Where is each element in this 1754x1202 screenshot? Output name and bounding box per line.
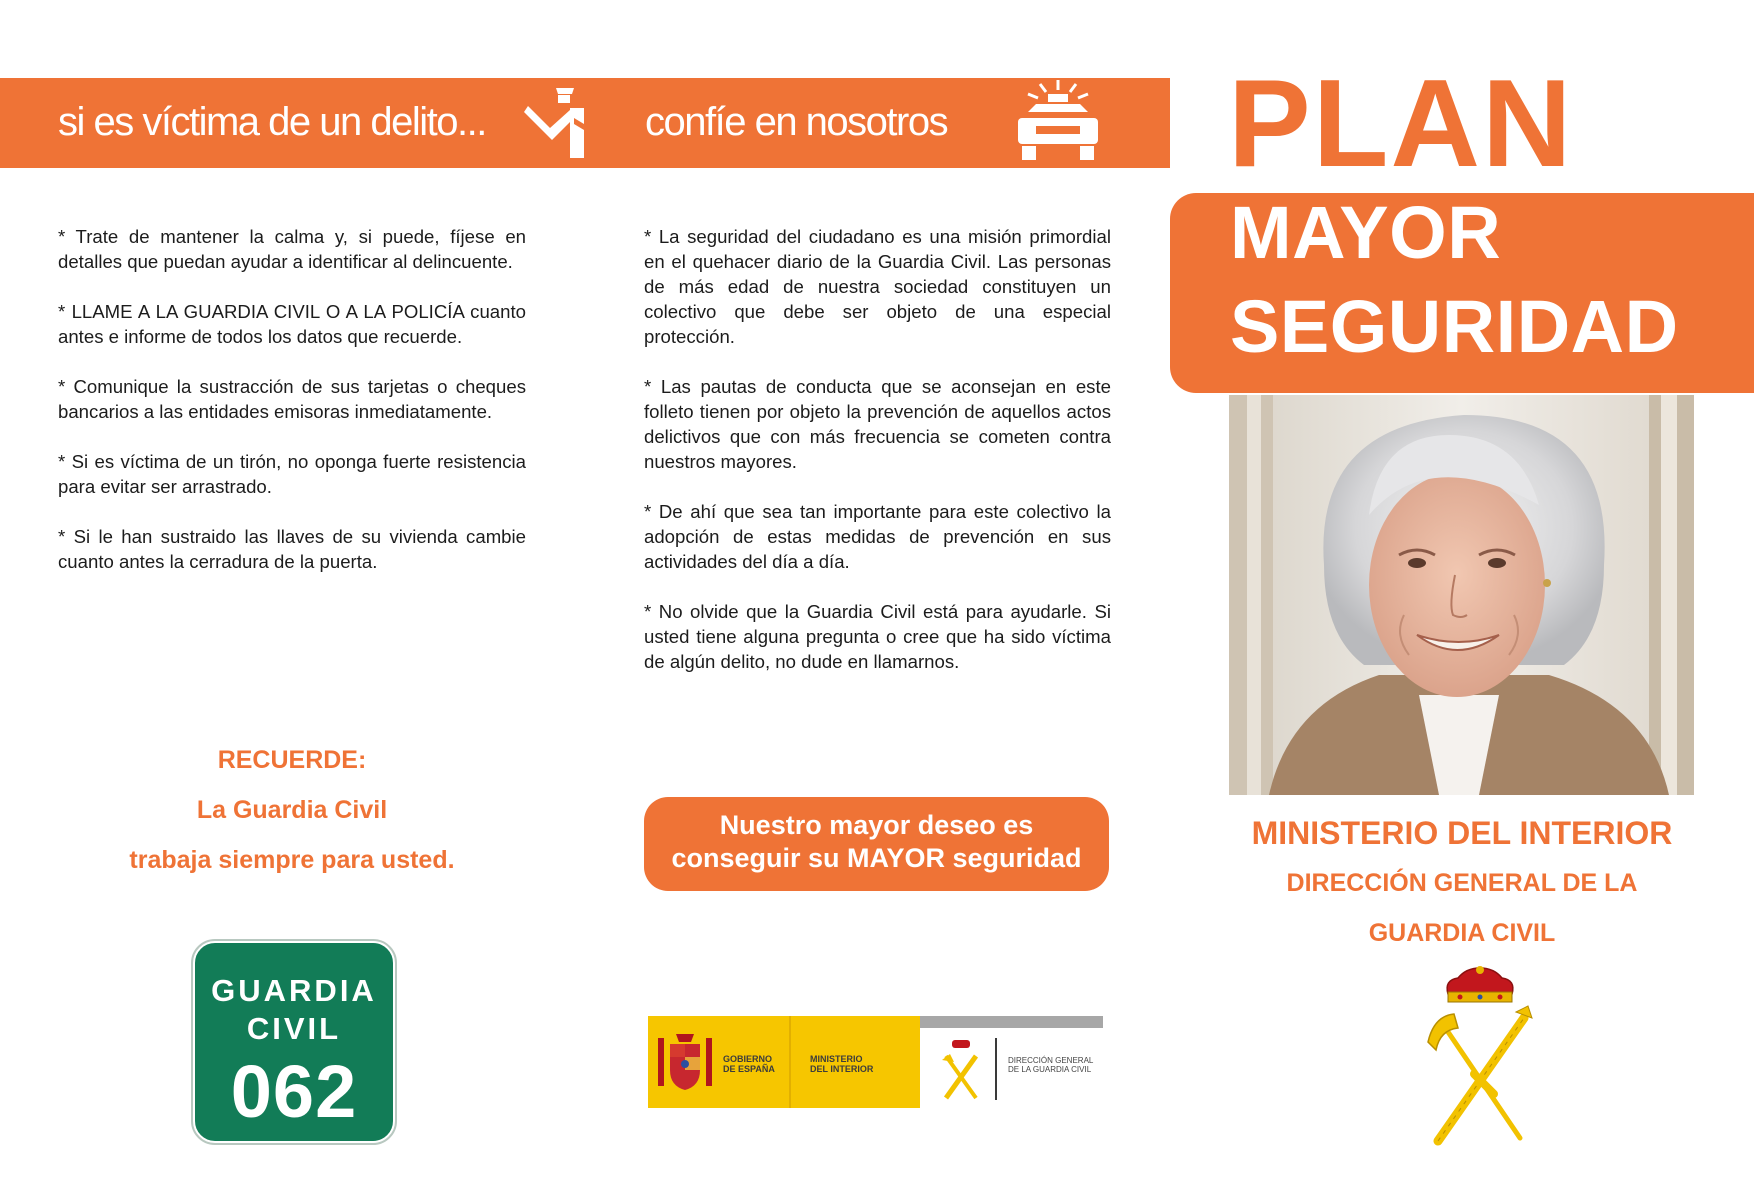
middle-paragraph: * De ahí que sea tan importante para este colectivo la adopción de estas medidas de prevención en sus actividades del día a día.	[644, 501, 1111, 572]
left-paragraph: * Trate de mantener la calma y, si puede, fíjese en detalles que puedan ayudar a identificar al delincuente.	[58, 226, 526, 272]
guardia-civil-phone-badge	[193, 941, 395, 1143]
title-line-seguridad: SEGURIDAD	[1230, 285, 1679, 368]
badge-line2: CIVIL	[246, 1011, 342, 1046]
guardia-civil-small-emblem-icon	[938, 1038, 984, 1109]
title-plan: PLAN	[1228, 55, 1574, 193]
left-paragraph: * Si es víctima de un tirón, no oponga fuerte resistencia para evitar ser arrastrado.	[58, 451, 526, 497]
logo-ministerio-text: MINISTERIO DEL INTERIOR	[810, 1054, 874, 1074]
ministry-line1: MINISTERIO DEL INTERIOR	[1251, 815, 1673, 851]
logo-divider-line	[995, 1038, 997, 1100]
left-paragraph: * Comunique la sustracción de sus tarjetas o cheques bancarios a las entidades emisoras inmediatamente.	[58, 376, 526, 422]
middle-paragraph: * La seguridad del ciudadano es una misión primordial en el quehacer diario de la Guardia Civil. Las personas de más edad de nuestra sociedad constituyen un colectivo que debe ser objeto de una especial protección.	[644, 226, 1111, 347]
left-column	[58, 224, 526, 599]
middle-paragraph: * Las pautas de conducta que se aconsejan en este folleto tienen por objeto la prevención de aquellos actos delictivos que con más frecuencia se cometen contra nuestros mayores.	[644, 376, 1111, 472]
reminder-block	[58, 742, 526, 892]
middle-column	[644, 224, 1111, 699]
reminder-heading: RECUERDE:	[217, 746, 367, 774]
logo-direccion-text: DIRECCIÓN GENERAL DE LA GUARDIA CIVIL	[1008, 1056, 1094, 1074]
logo-gobierno-text: GOBIERNO DE ESPAÑA	[723, 1054, 775, 1074]
logo-separator	[789, 1016, 791, 1108]
wish-line1: Nuestro mayor deseo es	[719, 810, 1034, 840]
logo-gray-bar	[920, 1016, 1103, 1028]
ministry-line2: DIRECCIÓN GENERAL DE LA	[1286, 869, 1638, 897]
elderly-woman-photo	[1229, 395, 1694, 795]
spain-coat-of-arms-icon	[656, 1030, 714, 1099]
title-box	[1170, 193, 1754, 393]
top-banner	[0, 78, 1170, 168]
guardia-civil-emblem-icon	[1420, 966, 1540, 1151]
title-line-mayor: MAYOR	[1230, 191, 1502, 274]
middle-paragraph: * No olvide que la Guardia Civil está para ayudarle. Si usted tiene alguna pregunta o cree que ha sido víctima de algún delito, no dude en llamarnos.	[644, 601, 1111, 672]
police-officer-icon	[522, 78, 612, 173]
left-paragraph: * LLAME A LA GUARDIA CIVIL O A LA POLICÍA cuanto antes e informe de todos los datos que recuerde.	[58, 301, 526, 347]
reminder-line1: La Guardia Civil	[196, 796, 388, 824]
ministry-block	[1170, 808, 1754, 958]
banner-right-text: confíe en nosotros	[645, 100, 948, 144]
left-paragraph: * Si le han sustraido las llaves de su vivienda cambie cuanto antes la cerradura de la puerta.	[58, 526, 526, 572]
wish-line2: conseguir su MAYOR seguridad	[671, 843, 1082, 873]
government-logo-strip	[648, 1016, 1103, 1108]
badge-phone-number: 062	[230, 1050, 358, 1133]
wish-box	[644, 797, 1109, 891]
ministry-line3: GUARDIA CIVIL	[1368, 919, 1556, 947]
banner-left-text: si es víctima de un delito...	[58, 100, 486, 144]
badge-line1: GUARDIA	[211, 973, 377, 1008]
police-car-icon	[1010, 78, 1106, 173]
reminder-line2: trabaja siempre para usted.	[129, 846, 455, 874]
